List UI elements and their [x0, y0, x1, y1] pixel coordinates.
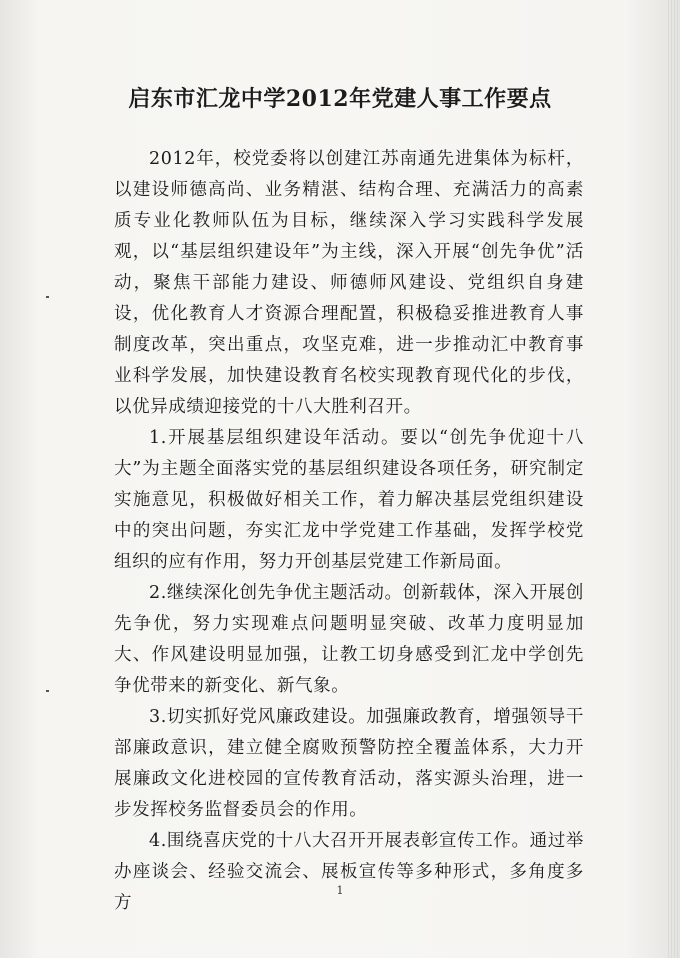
intro-paragraph: 2012年，校党委将以创建江苏南通先进集体为标杆，以建设师德高尚、业务精湛、结构合理、充满活力的高素质专业化教师队伍为目标，继续深入学习实践科学发展观，以“基层组织建设年”为主线，深入开展“创先争优”活动，聚焦干部能力建设、师德师风建设、党组织自身建设，优化教育人才资源合理配置，积极稳妥推进教育人事制度改革，突出重点，攻坚克难，进一步推动汇中教育事业科学发展，加快建设教育名校实现教育现代化的步伐，以优异成绩迎接党的十八大胜利召开。 [114, 149, 584, 417]
item-paragraph-4: 4.围绕喜庆党的十八大召开开展表彰宣传工作。通过举办座谈会、经验交流会、展板宣传等多种形式，多角度多方 [114, 831, 584, 913]
document-body [114, 144, 584, 919]
page-number: 1 [336, 884, 344, 897]
binding-mark [46, 690, 49, 692]
document-title: 启东市汇龙中学2012年党建人事工作要点 [128, 86, 552, 112]
binding-mark [46, 296, 49, 298]
item-paragraph-3: 3.切实抓好党风廉政建设。加强廉政教育，增强领导干部廉政意识，建立健全腐败预警防控全覆盖体系，大力开展廉政文化进校园的宣传教育活动，落实源头治理，进一步发挥校务监督委员会的作用。 [114, 707, 584, 820]
item-paragraph-2: 2.继续深化创先争优主题活动。创新载体，深入开展创先争优，努力实现难点问题明显突破、改革力度明显加大、作风建设明显加强，让教工切身感受到汇龙中学创先争优带来的新变化、新气象。 [114, 583, 584, 696]
scan-edge-artifact [668, 0, 680, 958]
item-paragraph-1: 1.开展基层组织建设年活动。要以“创先争优迎十八大”为主题全面落实党的基层组织建设各项任务，研究制定实施意见，积极做好相关工作，着力解决基层党组织建设中的突出问题，夯实汇龙中学党建工作基础，发挥学校党组织的应有作用，努力开创基层党建工作新局面。 [114, 428, 584, 572]
